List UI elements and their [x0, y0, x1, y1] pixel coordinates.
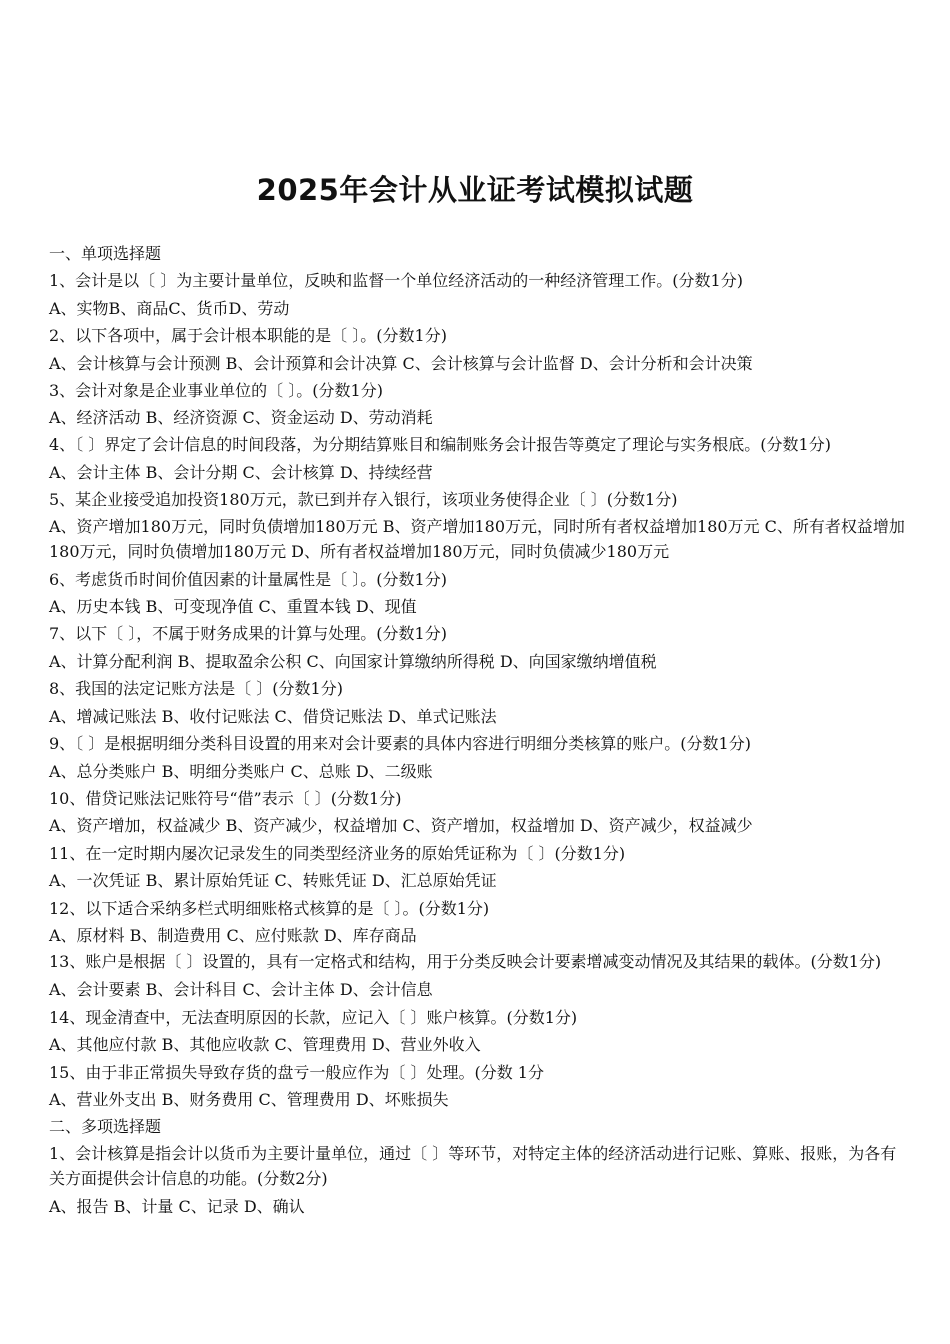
answer-options: A、实物B、商品C、货币D、劳动	[49, 298, 290, 318]
question-text: 11、在一定时期内屡次记录发生的同类型经济业务的原始凭证称为〔 〕(分数1分)	[49, 843, 626, 863]
answer-options: A、原材料 B、制造费用 C、应付账款 D、库存商品	[49, 925, 417, 945]
question-text: 2、以下各项中，属于会计根本职能的是〔 〕。(分数1分)	[49, 326, 447, 346]
exam-content	[49, 240, 911, 1220]
page-title: 2025年会计从业证考试模拟试题	[256, 173, 694, 207]
question-text: 15、由于非正常损失导致存货的盘亏一般应作为〔 〕处理。(分数 1分	[49, 1062, 544, 1082]
answer-options: A、资产增加，权益减少 B、资产减少，权益增加 C、资产增加，权益增加 D、资产减少，权益减少	[49, 816, 753, 836]
answer-options: A、会计核算与会计预测 B、会计预算和会计决算 C、会计核算与会计监督 D、会计分析和会计决策	[49, 353, 753, 373]
answer-options: A、历史本钱 B、可变现净值 C、重置本钱 D、现值	[49, 597, 417, 617]
answer-options: A、营业外支出 B、财务费用 C、管理费用 D、坏账损失	[49, 1089, 449, 1109]
question-text: 4、〔 〕界定了会计信息的时间段落，为分期结算账目和编制账务会计报告等奠定了理论与实务根底。(分数1分)	[49, 434, 831, 454]
question-text: 1、会计核算是指会计以货币为主要计量单位，通过〔 〕等环节，对特定主体的经济活动进行记账、算账、报账，为各有关方面提供会计信息的功能。(分数2分)	[49, 1143, 897, 1188]
section-heading: 一、单项选择题	[49, 244, 162, 263]
question-text: 10、借贷记账法记账符号“借”表示〔 〕(分数1分)	[49, 788, 402, 808]
question-text: 12、以下适合采纳多栏式明细账格式核算的是〔 〕。(分数1分)	[49, 898, 490, 918]
answer-options: A、经济活动 B、经济资源 C、资金运动 D、劳动消耗	[49, 408, 433, 428]
section-heading: 二、多项选择题	[49, 1117, 162, 1137]
question-text: 13、账户是根据〔 〕设置的，具有一定格式和结构，用于分类反映会计要素增减变动情况及其结果的载体。(分数1分)	[49, 952, 882, 972]
answer-options: A、资产增加180万元，同时负债增加180万元 B、资产增加180万元，同时所有者权益增加180万元 C、所有者权益增加180万元，同时负债增加180万元 D、所有者权益增加180万元，同时负债减少180万元	[49, 516, 905, 561]
question-text: 3、会计对象是企业事业单位的〔 〕。(分数1分)	[49, 381, 383, 401]
question-text: 5、某企业接受追加投资180万元，款已到并存入银行，该项业务使得企业〔 〕(分数1分)	[49, 490, 678, 510]
answer-options: A、增减记账法 B、收付记账法 C、借贷记账法 D、单式记账法	[49, 706, 497, 726]
question-text: 7、以下〔 〕，不属于财务成果的计算与处理。(分数1分)	[49, 624, 447, 644]
question-text: 9、〔 〕是根据明细分类科目设置的用来对会计要素的具体内容进行明细分类核算的账户。(分数1分)	[49, 734, 751, 754]
question-text: 8、我国的法定记账方法是〔 〕(分数1分)	[49, 679, 343, 699]
question-text: 6、考虑货币时间价值因素的计量属性是〔 〕。(分数1分)	[49, 569, 447, 589]
answer-options: A、其他应付款 B、其他应收款 C、管理费用 D、营业外收入	[49, 1035, 481, 1055]
answer-options: A、总分类账户 B、明细分类账户 C、总账 D、二级账	[49, 761, 433, 781]
question-text: 1、会计是以〔 〕为主要计量单位，反映和监督一个单位经济活动的一种经济管理工作。(分数1分)	[49, 271, 743, 291]
answer-options: A、会计要素 B、会计科目 C、会计主体 D、会计信息	[49, 980, 433, 1000]
answer-options: A、计算分配利润 B、提取盈余公积 C、向国家计算缴纳所得税 D、向国家缴纳增值税	[49, 651, 657, 671]
question-text: 14、现金清查中，无法查明原因的长款，应记入〔 〕账户核算。(分数1分)	[49, 1007, 578, 1027]
answer-options: A、会计主体 B、会计分期 C、会计核算 D、持续经营	[49, 462, 433, 482]
answer-options: A、一次凭证 B、累计原始凭证 C、转账凭证 D、汇总原始凭证	[49, 871, 497, 891]
answer-options: A、报告 B、计量 C、记录 D、确认	[49, 1196, 305, 1216]
